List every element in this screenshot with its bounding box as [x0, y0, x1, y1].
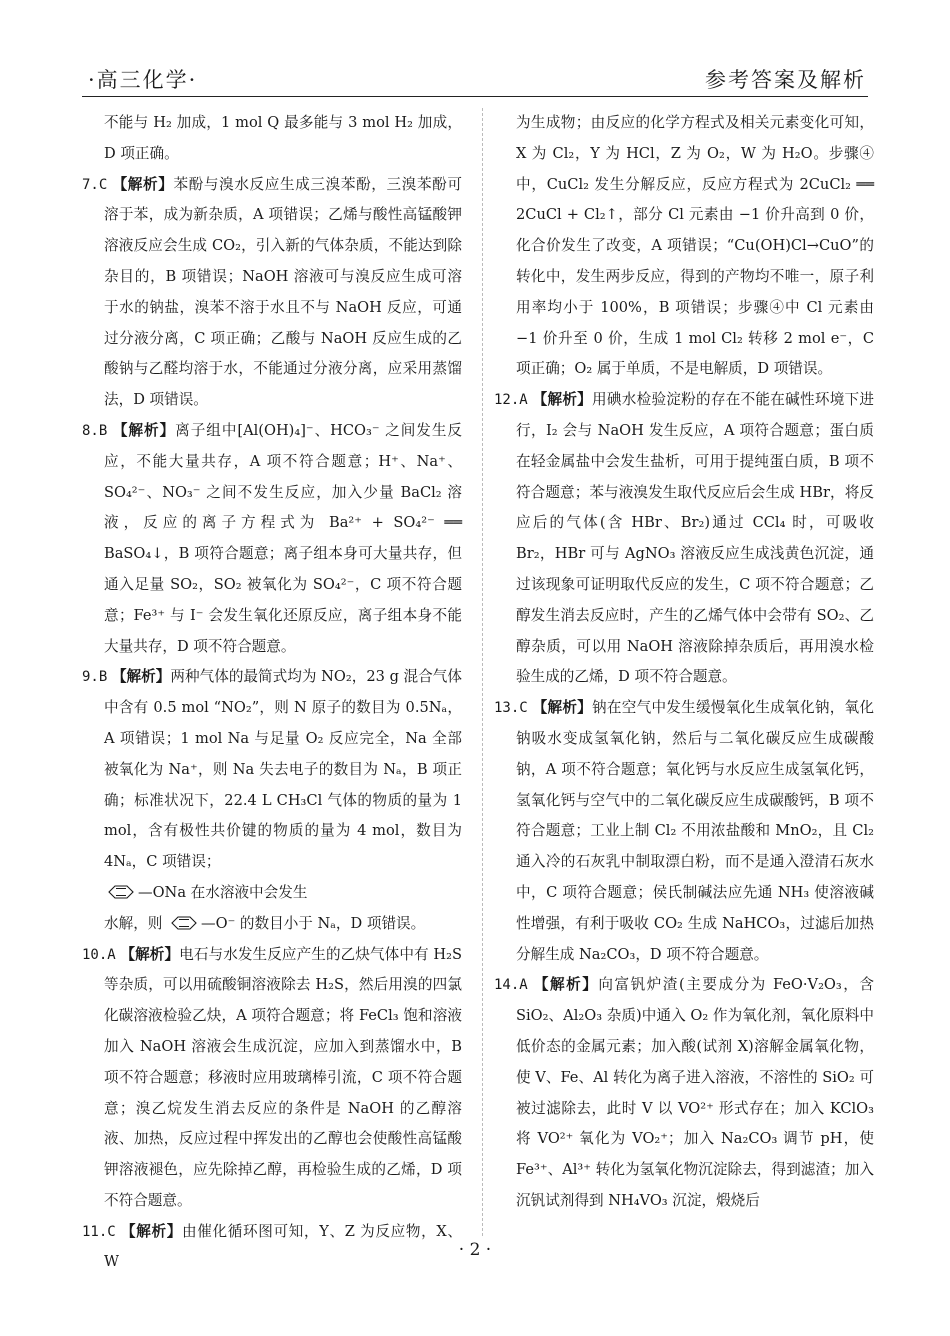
answer-item — [82, 170, 462, 416]
analysis-tag: 【解析】 — [112, 421, 176, 439]
answer-number: 8.B — [82, 422, 108, 439]
answer-text: 离子组中[Al(OH)₄]⁻、HCO₃⁻ 之间发生反应，不能大量共存，A 项不符合题意；H⁺、Na⁺、SO₄²⁻、NO₃⁻ 之间不发生反应，加入少量 BaCl₂ 溶液，反应的离子方程式为 Ba²⁺ + SO₄²⁻ ══ BaSO₄↓，B 项符合题意；离子组本身可大量共存，但通入足量 SO₂，SO₂ 被氧化为 SO₄²⁻，C 项不符合题意；Fe³⁺ 与 I⁻ 会发生氧化还原反应，离子组本身不能大量共存，D 项不符合题意。 — [104, 421, 462, 655]
benzene-ring-icon — [167, 915, 201, 931]
answer-text: 用碘水检验淀粉的存在不能在碱性环境下进行，I₂ 会与 NaOH 发生反应，A 项符合题意；蛋白质在轻金属盐中会发生盐析，可用于提纯蛋白质，B 项不符合题意；苯与液溴发生取代反应后会生成 HBr，将反应后的气体(含 HBr、Br₂)通过 CCl₄ 时，可吸收 Br₂，HBr 可与 AgNO₃ 溶液反应生成浅黄色沉淀，通过该现象可证明取代反应的发生，C 项不符合题意；乙醇发生消去反应时，产生的乙烯气体中会带有 SO₂、乙醇杂质，可以用 NaOH 溶液除掉杂质后，再用溴水检验生成的乙烯，D 项不符合题意。 — [516, 391, 875, 686]
header-section-title: 参考答案及解析 — [705, 68, 866, 92]
answer-number: 10.A — [82, 946, 116, 963]
answer-number: 11.C — [82, 1223, 116, 1240]
analysis-tag: 【解析】 — [532, 699, 593, 717]
answer-item — [82, 662, 462, 878]
answer-number: 14.A — [494, 977, 528, 994]
formula-post-text: 在水溶液中会发生 — [186, 883, 308, 901]
page-header — [82, 60, 868, 97]
header-subject: ·高三化学· — [88, 68, 198, 92]
formula-pre-text: 水解，则 — [104, 914, 168, 932]
formula-group-text: —ONa — [138, 883, 187, 901]
answer-text: 向富钒炉渣(主要成分为 FeO·V₂O₃，含 SiO₂、Al₂O₃ 杂质)中通入 O₂ 作为氧化剂，氧化原料中低价态的金属元素；加入酸(试剂 X)溶解金属氧化物，使 V、Fe、Al 转化为离子进入溶液，不溶性的 SiO₂ 可被过滤除去，此时 V 以 VO²⁺ 形式存在；加入 KClO₃ 将 VO²⁺ 氧化为 VO₂⁺；加入 Na₂CO₃ 调节 pH，使 Fe³⁺、Al³⁺ 转化为氢氧化物沉淀除去，得到滤渣；加入沉钒试剂得到 NH₄VO₃ 沉淀，煅烧后 — [516, 976, 874, 1209]
answer-text: 为生成物；由反应的化学方程式及相关元素变化可知，X 为 Cl₂，Y 为 HCl，Z 为 O₂，W 为 H₂O。步骤④中，CuCl₂ 发生分解反应，反应方程式为 2CuCl₂ ══ 2CuCl + Cl₂↑，部分 Cl 元素由 −1 价升高到 0 价，化合价发生了改变，A 项错误；“Cu(OH)Cl→CuO”的转化中，发生两步反应，得到的产物均不唯一，原子利用率均小于 100%，B 项错误；步骤④中 Cl 元素由 −1 价升至 0 价，生成 1 mol Cl₂ 转移 2 mol e⁻，C 项正确；O₂ 属于单质，不是电解质，D 项错误。 — [516, 114, 874, 378]
column-divider — [482, 108, 483, 1236]
analysis-tag: 【解析】 — [532, 391, 593, 409]
continued-text — [82, 108, 462, 170]
answer-text: 电石与水发生反应产生的乙炔气体中有 H₂S 等杂质，可以用硫酸铜溶液除去 H₂S，然后用溴的四氯化碳溶液检验乙炔，A 项符合题意；将 FeCl₃ 饱和溶液加入 NaOH 溶液会生成沉淀，应加入到蒸馏水中，B 项不符合题意；移液时应用玻璃棒引流，C 项不符合题意；溴乙烷发生消去反应的条件是 NaOH 的乙醇溶液、加热，反应过程中挥发出的乙醇也会使酸性高锰酸钾溶液褪色，应先除掉乙醇，再检验生成的乙烯，D 项不符合题意。 — [104, 945, 462, 1209]
right-column — [494, 108, 874, 1217]
answer-item — [494, 385, 874, 693]
formula-post-text: 的数目小于 Nₐ，D 项错误。 — [235, 914, 426, 932]
page-number: · 2 · — [458, 1240, 492, 1260]
formula-line — [82, 909, 462, 940]
formula-group-text: —O⁻ — [201, 914, 236, 932]
continued-text — [494, 108, 874, 385]
analysis-tag: 【解析】 — [112, 175, 174, 193]
answer-text: 由催化循环图可知，Y、Z 为反应物，X、W — [104, 1222, 462, 1271]
analysis-tag: 【解析】 — [120, 945, 180, 963]
answer-number: 7.C — [82, 176, 108, 193]
answer-text: 两种气体的最简式均为 NO₂，23 g 混合气体中含有 0.5 mol “NO₂”，则 N 原子的数目为 0.5Nₐ，A 项错误；1 mol Na 与足量 O₂ 反应完全，Na 全部被氧化为 Na⁺，则 Na 失去电子的数目为 Nₐ，B 项正确；标准状况下，22.4 L CH₃Cl 气体的物质的量为 1 mol，含有极性共价键的物质的量为 4 mol，数目为 4Nₐ，C 项错误； — [104, 668, 462, 871]
formula-line — [82, 878, 462, 909]
answer-item — [494, 693, 874, 970]
answer-number: 12.A — [494, 392, 528, 409]
analysis-tag: 【解析】 — [111, 668, 171, 686]
answer-item — [82, 416, 462, 662]
answer-text: 苯酚与溴水反应生成三溴苯酚，三溴苯酚可溶于苯，成为新杂质，A 项错误；乙烯与酸性高锰酸钾溶液反应会生成 CO₂，引入新的气体杂质，不能达到除杂目的，B 项错误；NaOH 溶液可与溴反应生成可溶于水的钠盐，溴苯不溶于水且不与 NaOH 反应，可通过分液分离，C 项正确；乙酸与 NaOH 反应生成的乙酸钠与乙醛均溶于水，不能通过分液分离，应采用蒸馏法，D 项错误。 — [104, 175, 462, 409]
answer-number: 9.B — [82, 669, 108, 686]
left-column — [82, 108, 462, 1278]
answer-item — [494, 970, 874, 1216]
benzene-ring-icon — [104, 884, 138, 900]
analysis-tag: 【解析】 — [533, 976, 599, 994]
answer-text: 不能与 H₂ 加成，1 mol Q 最多能与 3 mol H₂ 加成，D 项正确。 — [104, 114, 462, 162]
answer-number: 13.C — [494, 700, 528, 717]
answer-text: 钠在空气中发生缓慢氧化生成氧化钠，氧化钠吸水变成氢氧化钠，然后与二氧化碳反应生成碳酸钠，A 项不符合题意；氧化钙与水反应生成氢氧化钙，氢氧化钙与空气中的二氧化碳反应生成碳酸钙，B 项不符合题意；工业上制 Cl₂ 不用浓盐酸和 MnO₂，且 Cl₂ 通入冷的石灰乳中制取漂白粉，而不是通入澄清石灰水中，C 项符合题意；侯氏制碱法应先通 NH₃ 使溶液碱性增强，有利于吸收 CO₂ 生成 NaHCO₃，过滤后加热分解生成 Na₂CO₃，D 项不符合题意。 — [516, 699, 874, 963]
answer-item — [82, 940, 462, 1217]
analysis-tag: 【解析】 — [121, 1222, 182, 1240]
